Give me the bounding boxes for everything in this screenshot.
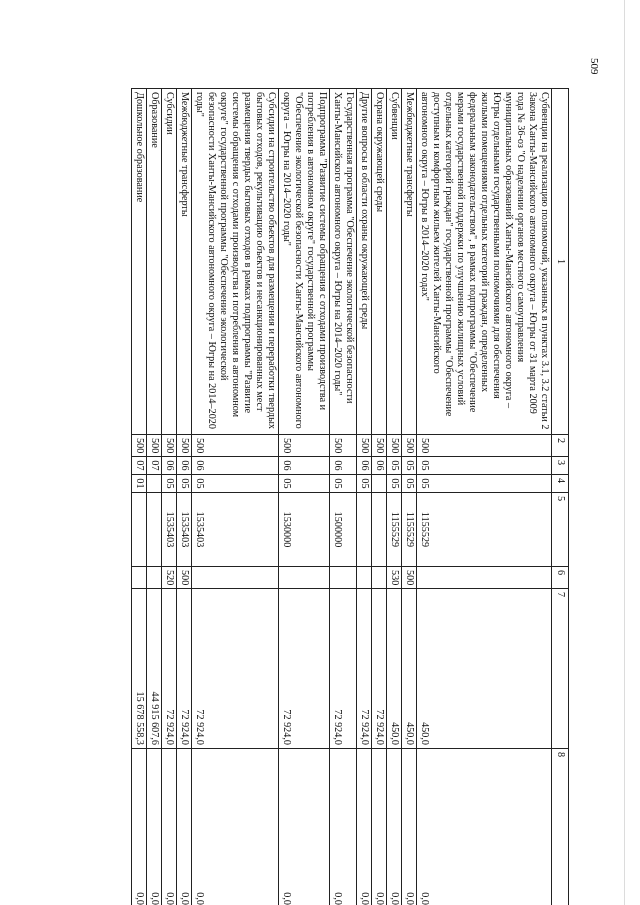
cell-target-article <box>147 493 162 567</box>
cell-expense-type: 500 <box>402 567 417 589</box>
cell-amount: 0,0 <box>132 749 147 905</box>
cell-admin-code: 500 <box>330 435 357 457</box>
cell-amount: 0,0 <box>147 749 162 905</box>
cell-amount: 72 924,0 <box>162 589 177 749</box>
table-row <box>162 89 177 905</box>
cell-expense-type <box>132 567 147 589</box>
cell-subsection: 05 <box>162 475 177 493</box>
cell-target-article: 1500000 <box>330 493 357 567</box>
cell-amount: 0,0 <box>372 749 387 905</box>
table-row <box>279 89 330 905</box>
cell-subsection <box>147 475 162 493</box>
table-row <box>132 89 147 905</box>
cell-target-article: 1155529 <box>387 493 402 567</box>
column-header: 4 <box>552 475 569 493</box>
cell-section: 06 <box>372 457 387 475</box>
column-header: 7 <box>552 589 569 749</box>
cell-admin-code: 500 <box>387 435 402 457</box>
cell-admin-code: 500 <box>279 435 330 457</box>
cell-section: 06 <box>192 457 279 475</box>
budget-table <box>131 88 569 905</box>
cell-amount: 450,0 <box>387 589 402 749</box>
column-header: 6 <box>552 567 569 589</box>
table-row <box>387 89 402 905</box>
column-header: 5 <box>552 493 569 567</box>
row-name: Другие вопросы в области охраны окружающей среды <box>357 89 372 435</box>
cell-expense-type: 520 <box>162 567 177 589</box>
cell-amount: 72 924,0 <box>372 589 387 749</box>
row-name: Образование <box>147 89 162 435</box>
cell-amount: 0,0 <box>162 749 177 905</box>
cell-target-article: 1535403 <box>162 493 177 567</box>
cell-admin-code: 500 <box>357 435 372 457</box>
cell-subsection: 05 <box>402 475 417 493</box>
cell-admin-code: 500 <box>402 435 417 457</box>
table-row <box>357 89 372 905</box>
cell-amount: 72 924,0 <box>279 589 330 749</box>
cell-target-article: 1535403 <box>192 493 279 567</box>
header-row <box>552 89 569 905</box>
cell-expense-type: 500 <box>177 567 192 589</box>
cell-target-article <box>372 493 387 567</box>
cell-target-article <box>357 493 372 567</box>
cell-subsection: 05 <box>330 475 357 493</box>
table-row <box>177 89 192 905</box>
cell-admin-code: 500 <box>132 435 147 457</box>
cell-expense-type <box>372 567 387 589</box>
row-name: Субсидии <box>162 89 177 435</box>
cell-section: 06 <box>177 457 192 475</box>
cell-subsection: 05 <box>192 475 279 493</box>
cell-admin-code: 500 <box>147 435 162 457</box>
column-header: 8 <box>552 749 569 905</box>
cell-amount: 0,0 <box>177 749 192 905</box>
cell-amount: 72 924,0 <box>357 589 372 749</box>
cell-amount: 0,0 <box>417 749 552 905</box>
cell-subsection: 05 <box>387 475 402 493</box>
cell-admin-code: 500 <box>192 435 279 457</box>
cell-subsection: 05 <box>357 475 372 493</box>
cell-section: 05 <box>417 457 552 475</box>
table-row <box>417 89 552 905</box>
cell-expense-type <box>192 567 279 589</box>
cell-subsection: 05 <box>177 475 192 493</box>
cell-amount: 0,0 <box>402 749 417 905</box>
cell-amount: 72 924,0 <box>192 589 279 749</box>
scan-edge <box>624 0 625 905</box>
row-name: Дошкольное образование <box>132 89 147 435</box>
cell-amount: 72 924,0 <box>177 589 192 749</box>
rotated-table-container <box>84 88 569 905</box>
cell-section: 07 <box>132 457 147 475</box>
cell-amount: 450,0 <box>402 589 417 749</box>
cell-section: 06 <box>279 457 330 475</box>
column-header: 3 <box>552 457 569 475</box>
table-row <box>372 89 387 905</box>
cell-subsection: 05 <box>417 475 552 493</box>
cell-expense-type: 530 <box>387 567 402 589</box>
table-row <box>330 89 357 905</box>
cell-section: 05 <box>402 457 417 475</box>
cell-subsection <box>372 475 387 493</box>
row-name: Межбюджетные трансферты <box>177 89 192 435</box>
row-name: Субвенции <box>387 89 402 435</box>
cell-section: 07 <box>147 457 162 475</box>
cell-admin-code: 500 <box>372 435 387 457</box>
cell-admin-code: 500 <box>417 435 552 457</box>
table-row <box>402 89 417 905</box>
column-header: 2 <box>552 435 569 457</box>
cell-expense-type <box>147 567 162 589</box>
row-name: Охрана окружающей среды <box>372 89 387 435</box>
page-number: 509 <box>588 58 600 75</box>
cell-admin-code: 500 <box>162 435 177 457</box>
column-header: 1 <box>552 89 569 435</box>
cell-amount: 15 678 558,3 <box>132 589 147 749</box>
cell-expense-type <box>330 567 357 589</box>
cell-target-article <box>132 493 147 567</box>
cell-amount: 72 924,0 <box>330 589 357 749</box>
cell-amount: 44 915 607,6 <box>147 589 162 749</box>
cell-expense-type <box>279 567 330 589</box>
cell-section: 06 <box>357 457 372 475</box>
row-name: Субвенции на реализацию полномочий, указанных в пунктах 3.1, 3.2 статьи 2 Закона Ханты-Мансийского автономного округа – Югры от 31 марта 2009 года № 36-оз "О наделении органов местного самоуправления муниципальных образований Ханты-Мансийского автономного округа – Югры отдельными государственными полномочиями для обеспечения жилыми помещениями отдельных категорий граждан, определенных федеральным законодательством", в рамках подпрограммы "Обеспечение мерами государственной поддержки по улучшению жилищных условий отдельных категорий граждан" государственной программы "Обеспечение доступным и комфортным жильем жителей Ханты-Мансийского автономного округа – Югры в 2014–2020 годах" <box>417 89 552 435</box>
cell-target-article: 1530000 <box>279 493 330 567</box>
cell-target-article: 1155529 <box>417 493 552 567</box>
cell-admin-code: 500 <box>177 435 192 457</box>
cell-amount: 0,0 <box>387 749 402 905</box>
row-name: Субсидии на строительство объектов для размещения и переработки твердых бытовых отходов, рекультивацию объектов и несанкционированных мест размещения твердых бытовых отходов в рамках подпрограммы "Развитие системы обращения с отходами производства и потребления в автономном округе" государственной программы "Обеспечение экологической безопасности Ханты-Мансийского автономного округа – Югры на 2014–2020 годы" <box>192 89 279 435</box>
cell-section: 05 <box>387 457 402 475</box>
cell-amount: 450,0 <box>417 589 552 749</box>
cell-amount: 0,0 <box>357 749 372 905</box>
row-name: Государственная программа "Обеспечение экологической безопасности Ханты-Мансийского автономного округа – Югры на 2014–2020 годы" <box>330 89 357 435</box>
cell-expense-type <box>357 567 372 589</box>
cell-section: 06 <box>162 457 177 475</box>
cell-amount: 0,0 <box>330 749 357 905</box>
cell-subsection: 05 <box>279 475 330 493</box>
row-name: Подпрограмма "Развитие системы обращения с отходами производства и потребления в автономном округе" государственной программы "Обеспечение экологической безопасности Ханты-Мансийского автономного округа – Югры на 2014–2020 годы" <box>279 89 330 435</box>
table-row <box>147 89 162 905</box>
row-name: Межбюджетные трансферты <box>402 89 417 435</box>
cell-expense-type <box>417 567 552 589</box>
cell-amount: 0,0 <box>279 749 330 905</box>
cell-target-article: 1535403 <box>177 493 192 567</box>
cell-section: 06 <box>330 457 357 475</box>
table-row <box>192 89 279 905</box>
cell-amount: 0,0 <box>192 749 279 905</box>
cell-target-article: 1155529 <box>402 493 417 567</box>
cell-subsection: 01 <box>132 475 147 493</box>
